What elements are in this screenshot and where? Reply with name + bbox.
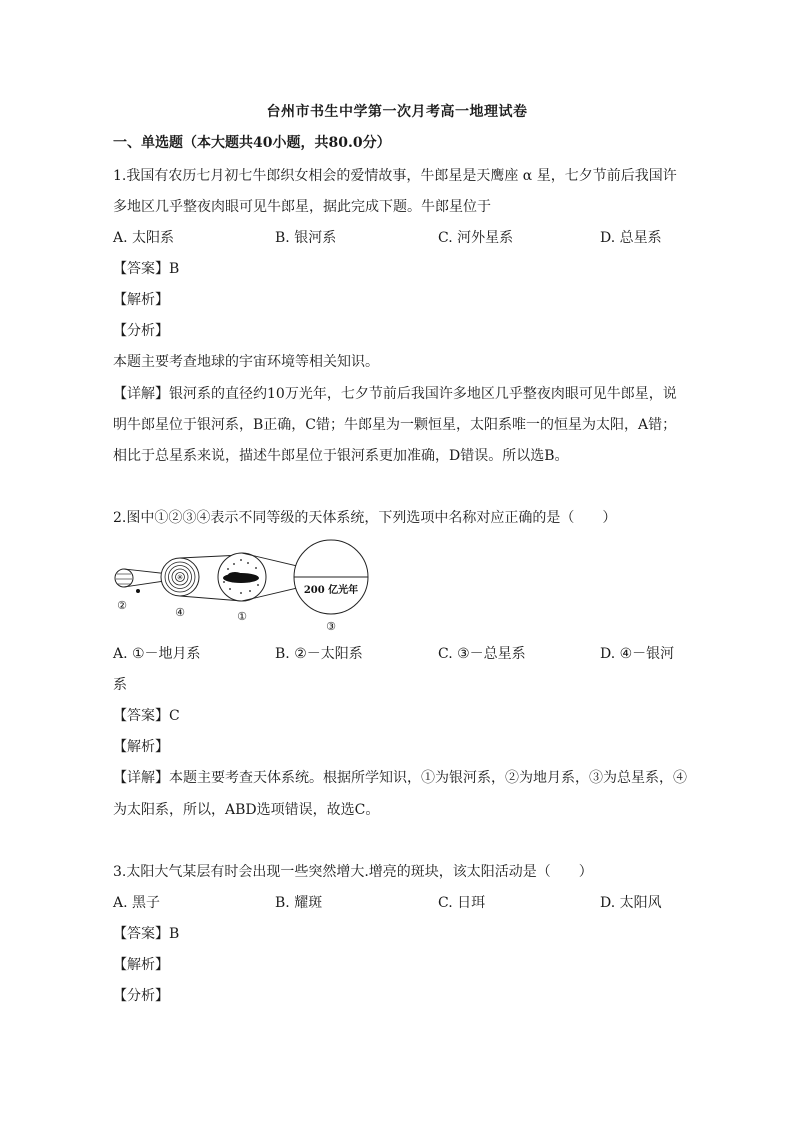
q2-option-d-wrap: 系: [113, 677, 127, 693]
q3-stem: 3.太阳大气某层有时会出现一些突然增大.增亮的斑块，该太阳活动是（ ）: [113, 864, 593, 880]
figure-label-3: ③: [326, 620, 336, 633]
earth-moon-system-figure: [115, 569, 140, 593]
q1-fenxi-label: 【分析】: [113, 323, 169, 339]
q3-jiexi-label: 【解析】: [113, 957, 169, 973]
q2-detail-line2: 为太阳系，所以，ABD选项错误，故选C。: [113, 802, 380, 818]
q2-option-a: A. ①－地月系: [113, 646, 201, 662]
q2-option-c: C. ③－总星系: [438, 646, 526, 662]
q1-detail-line2: 明牛郎星位于银河系，B正确，C错；牛郎星为一颗恒星，太阳系唯一的恒星为太阳，A错；: [113, 417, 677, 433]
q1-option-a: A. 太阳系: [113, 230, 175, 246]
section-heading: 一、单选题（本大题共40小题，共80.0分）: [113, 135, 391, 151]
q3-fenxi-label: 【分析】: [113, 988, 169, 1004]
q3-option-d: D. 太阳风: [600, 895, 662, 911]
q1-stem-line1: 1.我国有农历七月初七牛郎织女相会的爱情故事，牛郎星是天鹰座 α 星，七夕节前后我国许: [113, 168, 677, 184]
svg-text:✳: ✳: [176, 573, 184, 582]
figure-label-1: ①: [237, 610, 247, 623]
universe-figure: [294, 540, 368, 614]
figure-scale-label: 200 亿光年: [303, 585, 359, 596]
q1-stem-line2: 多地区几乎整夜肉眼可见牛郎星，据此完成下题。牛郎星位于: [113, 199, 491, 215]
galaxy-figure: [218, 553, 266, 601]
q1-option-d: D. 总星系: [600, 230, 662, 246]
solar-system-figure: [161, 558, 199, 596]
q2-stem: 2.图中①②③④表示不同等级的天体系统，下列选项中名称对应正确的是（ ）: [113, 510, 617, 526]
q1-option-b: B. 银河系: [275, 230, 337, 246]
q1-jiexi-label: 【解析】: [113, 292, 169, 308]
q3-option-c: C. 日珥: [438, 895, 486, 911]
q2-detail-line1: 【详解】本题主要考查天体系统。根据所学知识，①为银河系，②为地月系，③为总星系，④: [113, 770, 687, 786]
q2-option-b: B. ②－太阳系: [275, 646, 363, 662]
figure-label-2: ②: [117, 599, 127, 612]
q1-detail-line1: 【详解】银河系的直径约10万光年，七夕节前后我国许多地区几乎整夜肉眼可见牛郎星，说: [113, 386, 677, 402]
q2-option-d: D. ④－银河: [600, 646, 675, 662]
q3-option-b: B. 耀斑: [275, 895, 323, 911]
q3-answer: 【答案】B: [113, 926, 180, 942]
q1-option-c: C. 河外星系: [438, 230, 514, 246]
q1-detail-line3: 相比于总星系来说，描述牛郎星位于银河系更加准确，D错误。所以选B。: [113, 448, 569, 464]
q2-answer: 【答案】C: [113, 708, 180, 724]
page-title: 台州市书生中学第一次月考高一地理试卷: [266, 104, 528, 120]
q1-answer: 【答案】B: [113, 261, 180, 277]
q3-option-a: A. 黑子: [113, 895, 161, 911]
q1-fenxi-text: 本题主要考查地球的宇宙环境等相关知识。: [113, 354, 379, 370]
figure-label-4: ④: [175, 606, 185, 619]
q2-jiexi-label: 【解析】: [113, 739, 169, 755]
celestial-systems-figure: [110, 538, 380, 634]
